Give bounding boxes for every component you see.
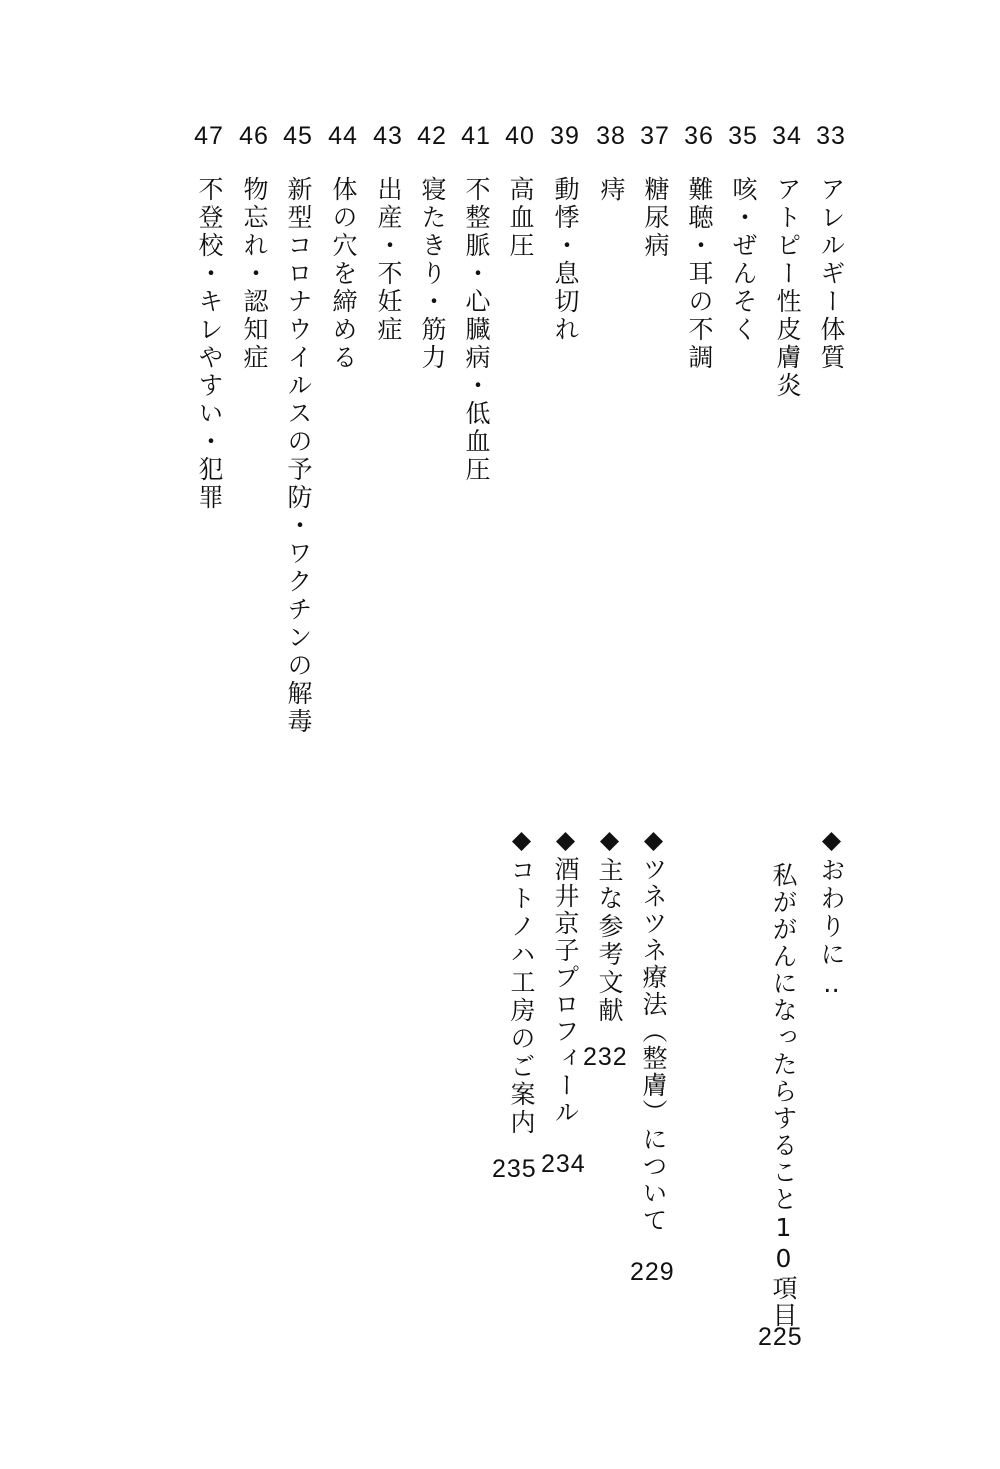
entry-number: 39 [550,122,580,150]
entry-title: ◆主な参考文献 [595,825,624,1025]
toc-kotonoha [501,825,541,1137]
entry-title: 糖尿病 [641,176,670,260]
entry-number: 35 [728,122,758,150]
entry-title: ◆おわりに‥ [817,825,846,1001]
toc-entry-35 [723,116,763,344]
entry-number: 41 [461,122,491,150]
entry-title: 寝たきり・筋力 [418,176,447,372]
toc-entry-41 [456,116,496,484]
entry-title: ◆ツネツネ療法︵整膚︶について [639,825,668,1234]
entry-number: 37 [640,122,670,150]
toc-entry-43 [368,116,408,344]
entry-title: 難聴・耳の不調 [685,176,714,372]
entry-title: アレルギー体質 [817,176,846,372]
toc-profile [545,825,585,1126]
toc-entry-47 [189,116,229,512]
entry-title: 不整脈・心臓病・低血圧 [462,176,491,484]
entry-title: 出産・不妊症 [374,176,403,344]
entry-title: 高血圧 [506,176,535,260]
toc-entry-40 [500,116,540,260]
page-number: 225 [758,1323,803,1351]
entry-number: 42 [417,122,447,150]
page-number: 232 [583,1043,628,1071]
toc-entry-33 [811,116,851,372]
entry-title: 動悸・息切れ [551,176,580,344]
entry-number: 47 [194,122,224,150]
entry-number: 33 [816,122,846,150]
entry-title: 咳・ぜんそく [729,176,758,344]
toc-entry-36 [679,116,719,372]
entry-number: 44 [328,122,358,150]
toc-entry-44 [323,116,363,372]
entry-title: 体の穴を締める [329,176,358,372]
entry-subtitle: 私ががんになったらすること10項目 [769,862,798,1329]
entry-number: 34 [772,122,802,150]
page-number: 234 [541,1150,586,1178]
entry-title: 物忘れ・認知症 [240,176,269,372]
toc-entry-42 [412,116,452,372]
toc-owarini [811,825,851,1001]
toc-entry-46 [234,116,274,372]
entry-number: 46 [239,122,269,150]
entry-number: 45 [283,122,313,150]
entry-title: アトピー性皮膚炎 [773,176,802,400]
page-number: 235 [492,1155,537,1183]
entry-number: 40 [505,122,535,150]
toc-references [589,825,629,1025]
toc-entry-34 [767,116,807,400]
entry-number: 38 [596,122,626,150]
toc-entry-37 [635,116,675,260]
toc-entry-38 [591,116,631,204]
entry-title: ◆酒井京子プロフィール [551,825,580,1126]
entry-title: 新型コロナウイルスの予防・ワクチンの解毒 [284,176,313,736]
entry-number: 36 [684,122,714,150]
entry-number: 43 [373,122,403,150]
entry-title: 痔 [597,176,626,204]
page-number: 229 [630,1258,675,1286]
entry-title: 不登校・キレやすい・犯罪 [195,176,224,512]
toc-tsunetsune [633,825,673,1234]
toc-entry-39 [545,116,585,344]
toc-owarini-subtitle [763,862,803,1329]
entry-title: ◆コトノハ工房のご案内 [507,825,536,1137]
toc-entry-45 [278,116,318,736]
